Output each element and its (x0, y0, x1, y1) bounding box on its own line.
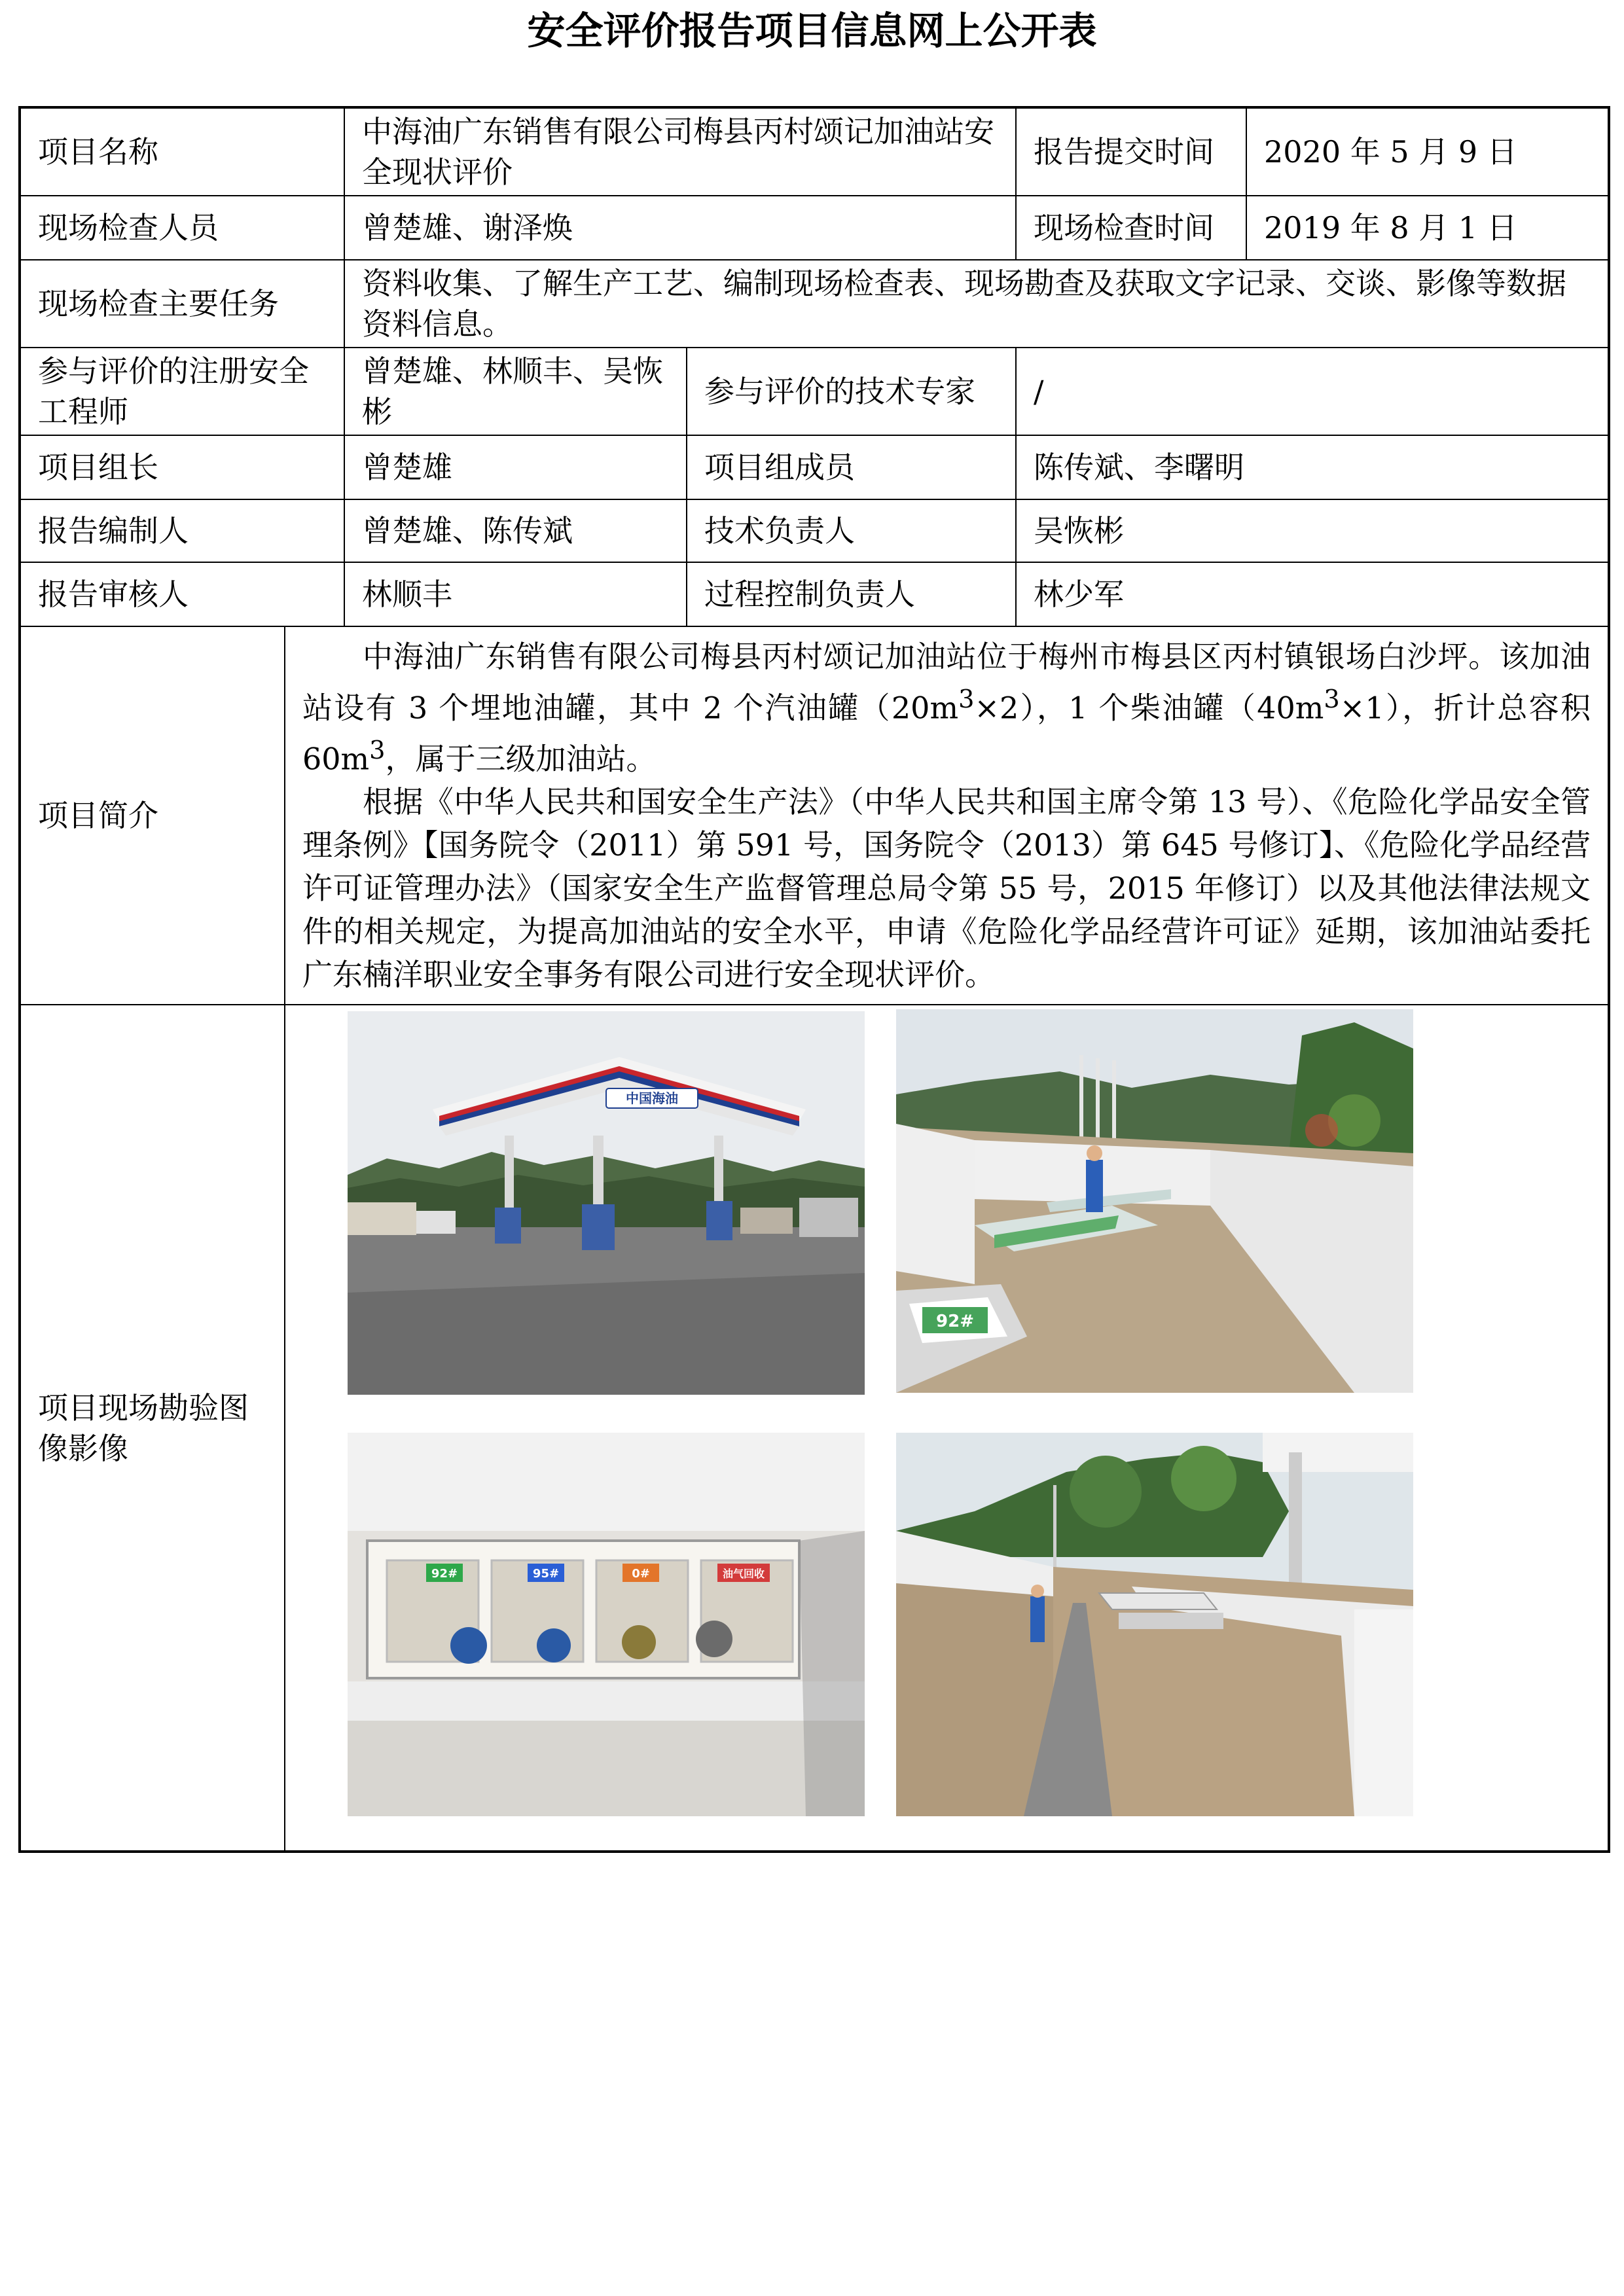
experts-label: 参与评价的技术专家 (687, 348, 1016, 435)
editor-value: 曾楚雄、陈传斌 (344, 499, 687, 562)
row-project-name (20, 107, 1609, 196)
members-value: 陈传斌、李曙明 (1016, 435, 1609, 499)
experts-value: / (1016, 348, 1609, 435)
photo-station-canopy (348, 1011, 865, 1395)
intro-label: 项目简介 (20, 626, 285, 1005)
photos-label: 项目现场勘验图像影像 (20, 1005, 285, 1852)
tasks-value: 资料收集、了解生产工艺、编制现场检查表、现场勘查及获取文字记录、交谈、影像等数据资料信息。 (344, 260, 1609, 348)
tech-lead-value: 吴恢彬 (1016, 499, 1609, 562)
inspectors-value: 曾楚雄、谢泽焕 (344, 196, 1016, 260)
tank-tag-vapor: 油气回收 (722, 1567, 765, 1580)
editor-label: 报告编制人 (20, 499, 344, 562)
canopy-sign: 中国海油 (626, 1090, 678, 1106)
intro-text (285, 626, 1609, 1005)
submit-time-label: 报告提交时间 (1016, 107, 1246, 196)
photo-tank-area (896, 1009, 1413, 1393)
tank-tag-92: 92# (431, 1566, 458, 1581)
project-name-value: 中海油广东销售有限公司梅县丙村颂记加油站安全现状评价 (344, 107, 1016, 196)
reviewer-label: 报告审核人 (20, 562, 344, 626)
inspectors-label: 现场检查人员 (20, 196, 344, 260)
slab-tag: 92# (936, 1311, 974, 1331)
row-intro (20, 626, 1609, 1005)
inspection-time-label: 现场检查时间 (1016, 196, 1246, 260)
leader-value: 曾楚雄 (344, 435, 687, 499)
reviewer-value: 林顺丰 (344, 562, 687, 626)
project-name-label: 项目名称 (20, 107, 344, 196)
intro-paragraph-1: 中海油广东销售有限公司梅县丙村颂记加油站位于梅州市梅县区丙村镇银场白沙坪。该加油站设有 3 个埋地油罐，其中 2 个汽油罐$(20m^3\times 2)$，1 个柴油罐$(40m^3\times 1)$，折计总容积 $60m^3$，属于三级加油站。 (302, 638, 1591, 777)
photo-tank-yard (896, 1433, 1413, 1816)
row-inspectors (20, 196, 1609, 260)
row-editor (20, 499, 1609, 562)
process-lead-label: 过程控制负责人 (687, 562, 1016, 626)
engineers-label: 参与评价的注册安全工程师 (20, 348, 344, 435)
members-label: 项目组成员 (687, 435, 1016, 499)
submit-time-value: 2020 年 5 月 9 日 (1246, 107, 1609, 196)
engineers-value: 曾楚雄、林顺丰、吴恢彬 (344, 348, 687, 435)
row-leader (20, 435, 1609, 499)
photo-grid (285, 1006, 1595, 1850)
page-title: 安全评价报告项目信息网上公开表 (527, 9, 1097, 53)
tank-tag-0: 0# (632, 1566, 650, 1581)
intro-paragraph-2: 根据《中华人民共和国安全生产法》（中华人民共和国主席令第 13 号）、《危险化学品安全管理条例》【国务院令（2011）第 591 号，国务院令（2013）第 645 号修订】、《危险化学品经营许可证管理办法》（国家安全生产监督管理总局令第 55 号，2015 年修订）以及其他法律法规文件的相关规定，为提高加油站的安全水平，申请《危险化学品经营许可证》延期，该加油站委托广东楠洋职业安全事务有限公司进行安全现状评价。 (302, 784, 1591, 993)
photo-valve-pits (348, 1433, 865, 1816)
tasks-label: 现场检查主要任务 (20, 260, 344, 348)
leader-label: 项目组长 (20, 435, 344, 499)
row-photos (20, 1005, 1609, 1852)
row-tasks (20, 260, 1609, 348)
info-table (18, 106, 1610, 1853)
inspection-time-value: 2019 年 8 月 1 日 (1246, 196, 1609, 260)
row-reviewer (20, 562, 1609, 626)
process-lead-value: 林少军 (1016, 562, 1609, 626)
tank-tag-95: 95# (532, 1566, 560, 1581)
tech-lead-label: 技术负责人 (687, 499, 1016, 562)
row-engineers (20, 348, 1609, 435)
